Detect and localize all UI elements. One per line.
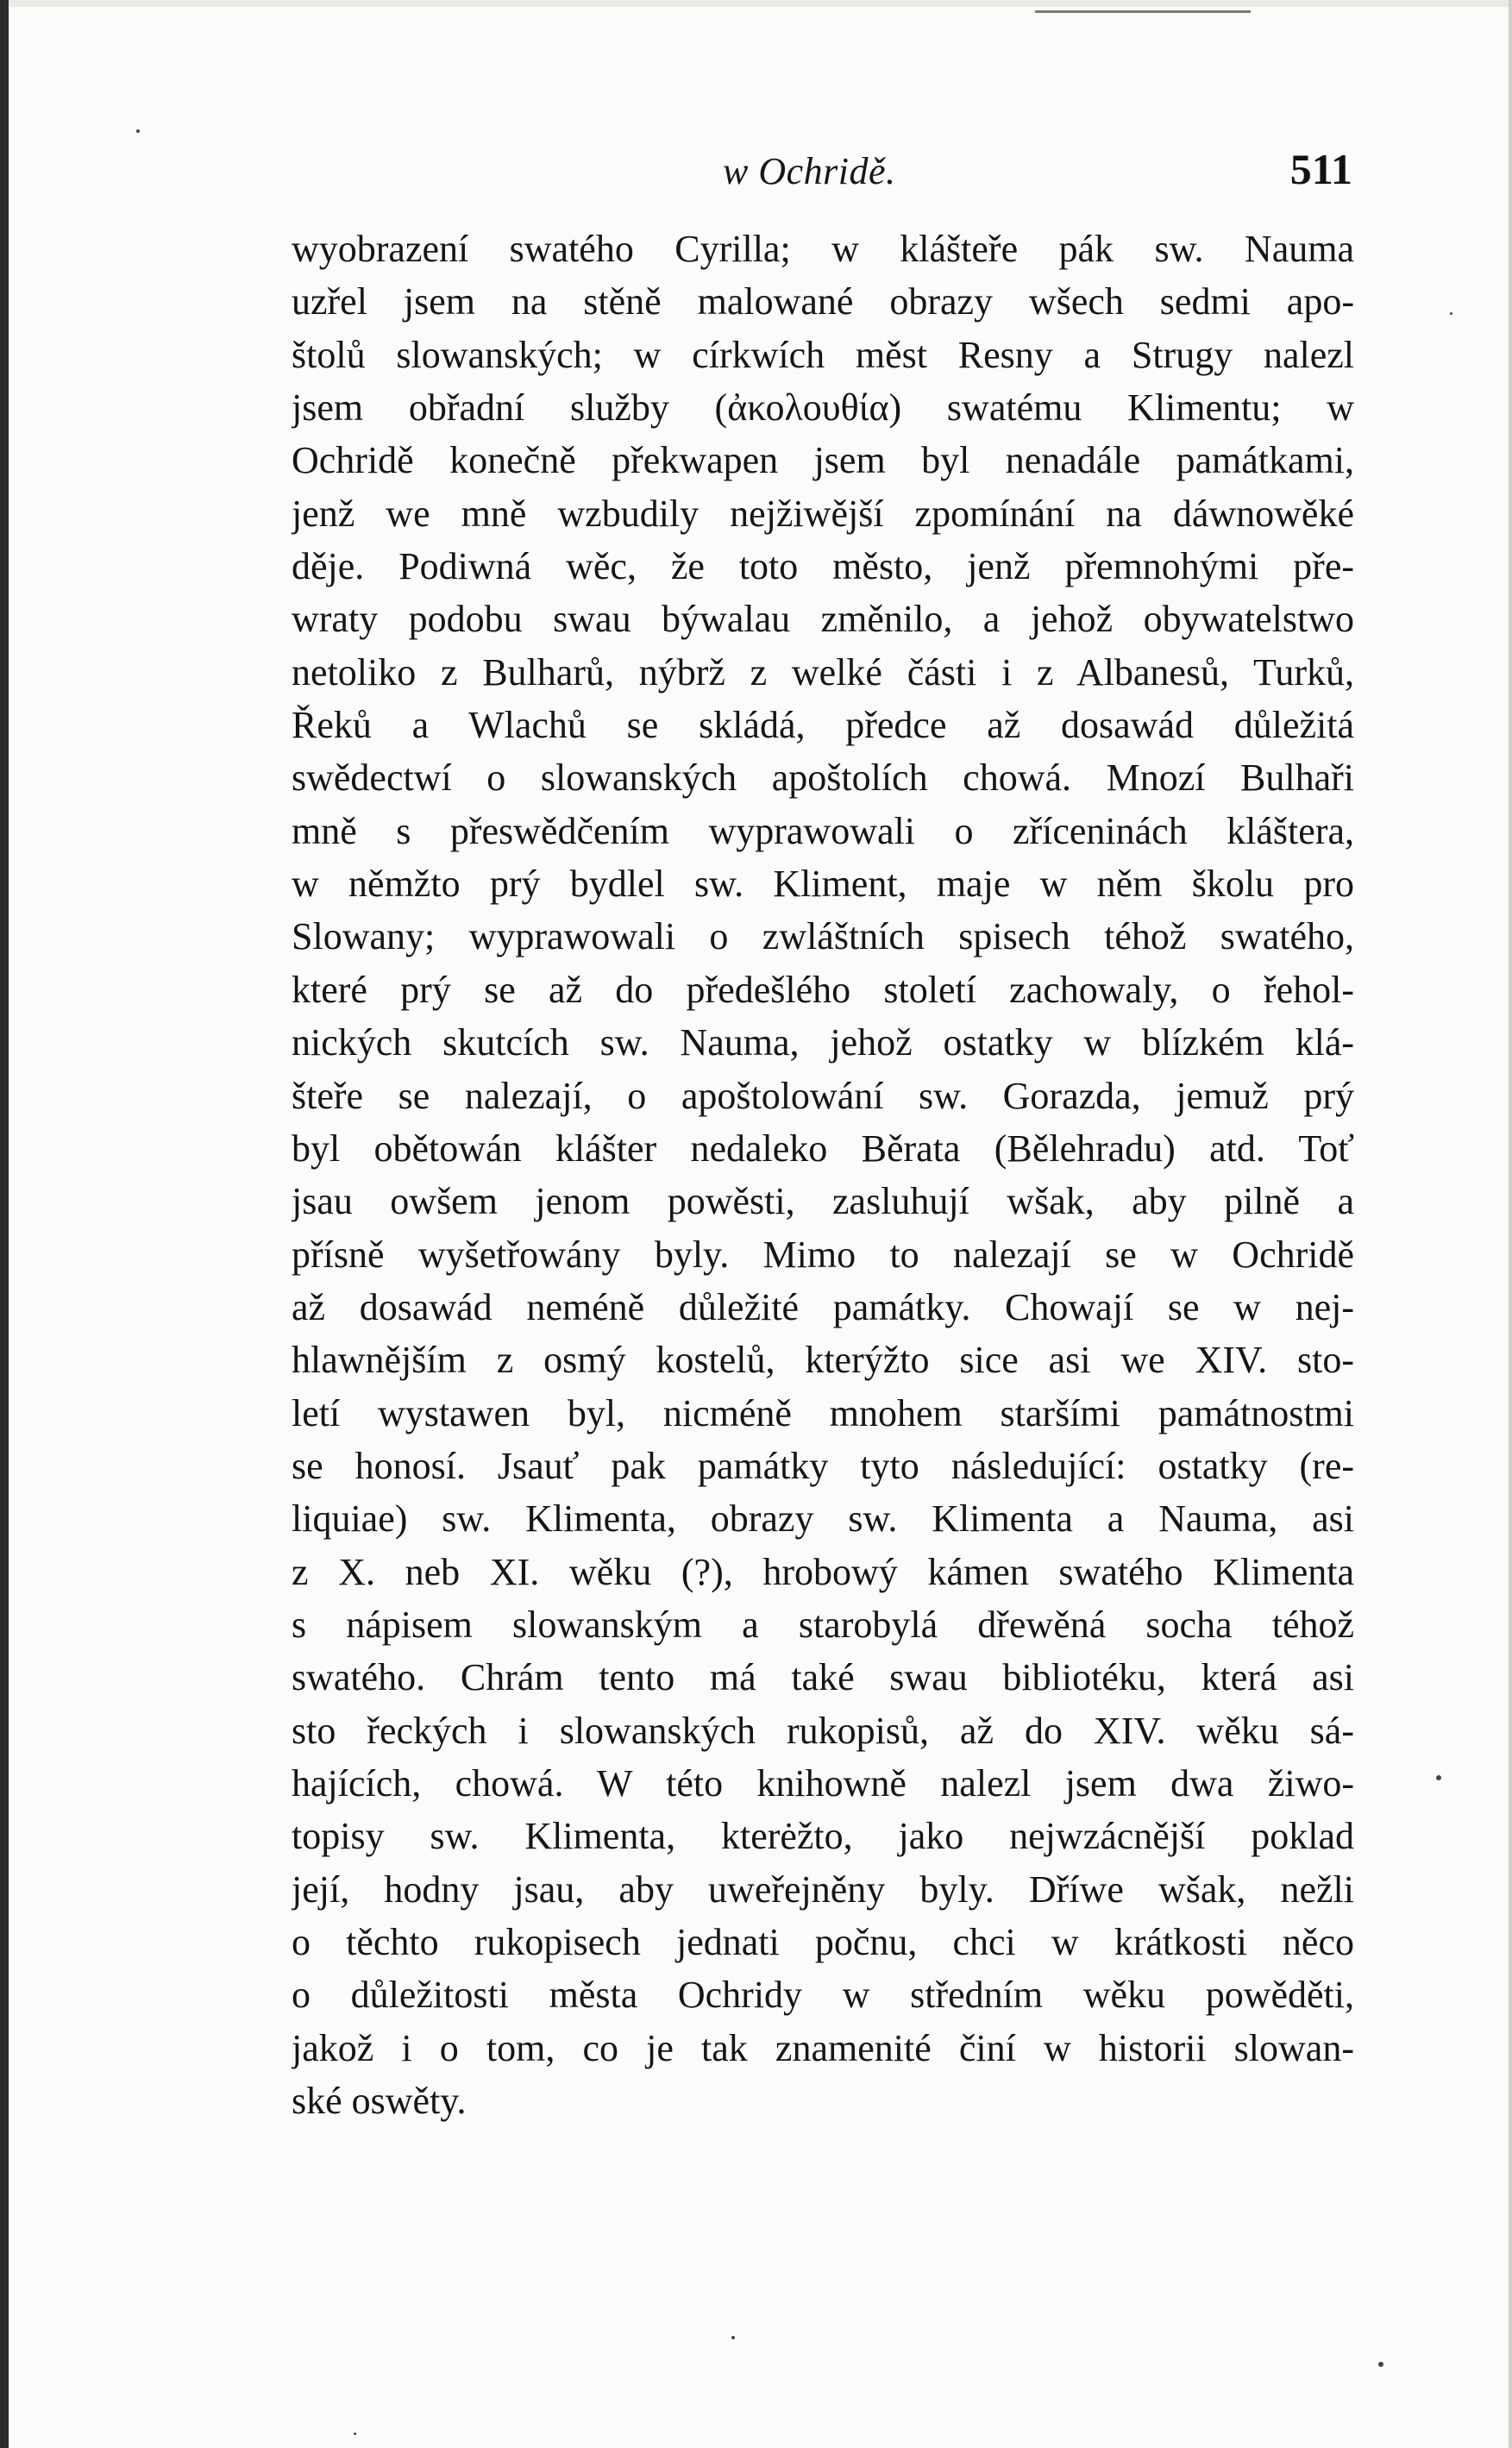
text-line: wyobrazení swatého Cyrilla; w klášteře pák sw. Nauma [292,228,1354,270]
text-line: swatého. Chrám tento má také swau bibliotéku, která asi [292,1656,1354,1699]
text-line: její, hodny jsau, aby uweřejněny byly. Dříwe wšak, nežli [292,1867,1354,1911]
text-line: Slowany; wyprawowali o zwláštních spisech téhož swatého, [292,915,1354,958]
text-line: ské oswěty. [292,2080,467,2123]
text-line: se honosí. Jsauť pak památky tyto následující: ostatky (re- [292,1444,1354,1487]
text-line: s nápisem slowanským a starobylá dřewěná socha téhož [292,1603,1354,1646]
text-line: topisy sw. Klimenta, kterėžto, jako nejwzácnější poklad [292,1815,1354,1858]
running-head: w Ochridě. [723,150,896,192]
page-number: 511 [1289,145,1352,193]
text-line: až dosawád neméně důležité památky. Chowají se w nej- [292,1285,1354,1328]
page-left-edge-shadow [0,0,9,2448]
page-top-edge [0,0,1512,7]
text-line: Řeků a Wlachů se skládá, předce až dosawád důležitá [292,704,1354,747]
text-line: wraty podobu swau býwalau změnilo, a jehož obywatelstwo [292,598,1354,641]
text-line: šteře se nalezají, o apoštolowání sw. Gorazda, jemuž prý [292,1074,1354,1117]
text-line: štolů slowanských; w církwích měst Resny a Strugy nalezl [292,333,1354,376]
text-line: jenž we mně wzbudily nejžiwější zpomínání na dáwnowěké [292,492,1354,535]
text-line: o těchto rukopisech jednati počnu, chci w krátkosti něco [292,1921,1354,1963]
page-top-edge-mark [1035,10,1251,13]
text-line: jakož i o tom, co je tak znamenité činí w historii slowan- [292,2026,1354,2069]
text-line: liquiae) sw. Klimenta, obrazy sw. Klimenta a Nauma, asi [292,1497,1354,1541]
text-line: w němžto prý bydlel sw. Kliment, maje w něm školu pro [292,863,1354,906]
text-line: děje. Podiwná wěc, že toto město, jenž přemnohými pře- [292,545,1354,588]
body-text [292,223,1354,2127]
scan-speck [136,129,140,133]
text-line: letí wystawen byl, nicméně mnohem staršími památnostmi [292,1391,1354,1434]
text-line: swědectwí o slowanských apoštolích chowá. Mnozí Bulhaři [292,756,1354,800]
scan-speck [731,2336,735,2339]
text-line: z X. neb XI. wěku (?), hrobowý kámen swatého Klimenta [292,1550,1354,1593]
text-line: netoliko z Bulharů, nýbrž z welké části i z Albanesů, Turků, [292,650,1354,694]
text-line: jsau owšem jenom powěsti, zasluhují wšak, aby pilně a [292,1180,1354,1223]
scan-speck [1436,1775,1441,1780]
text-line: byl obětowán klášter nedaleko Běrata (Bělehradu) atd. Toť [292,1127,1354,1170]
scan-speck [1450,312,1452,315]
text-line: jsem obřadní služby (ἀκολουθία) swatému Klimentu; w [292,386,1354,430]
text-line: přísně wyšetřowány byly. Mimo to nalezají se w Ochridě [292,1233,1354,1276]
text-line: Ochridě konečně překwapen jsem byl nenadále památkami, [292,439,1354,482]
text-line: o důležitosti města Ochridy w středním wěku powěděti, [292,1974,1354,2017]
page-right-edge [1509,0,1512,2448]
scan-speck [354,2432,356,2435]
text-line: hajících, chowá. W této knihowně nalezl jsem dwa žiwo- [292,1761,1354,1805]
text-line: které prý se až do předešlého století zachowaly, o řehol- [292,968,1354,1011]
text-line: sto řeckých i slowanských rukopisů, až do XIV. wěku sá- [292,1709,1354,1752]
text-line: nických skutcích sw. Nauma, jehož ostatky w blízkém klá- [292,1021,1354,1064]
text-line: uzřel jsem na stěně malowané obrazy wšech sedmi apo- [292,280,1354,323]
text-line: mně s přeswědčením wyprawowali o zříceninách kláštera, [292,809,1354,852]
scan-speck [1378,2362,1383,2367]
page-header [292,142,1352,203]
text-line: hlawnějším z osmý kostelů, kterýžto sice asi we XIV. sto- [292,1339,1354,1382]
